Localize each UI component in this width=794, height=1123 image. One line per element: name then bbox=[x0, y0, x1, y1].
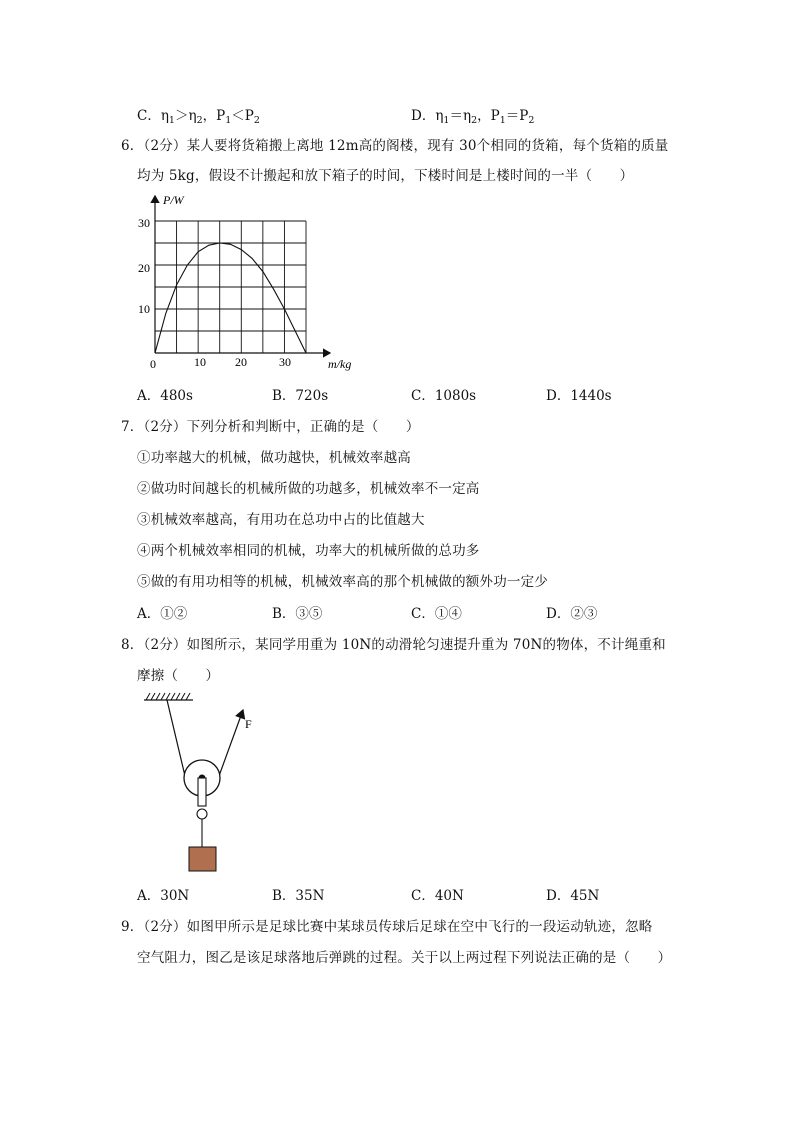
q7-statement-4: ④两个机械效率相同的机械，功率大的机械所做的总功多 bbox=[137, 543, 480, 559]
q7-statement-1: ①功率越大的机械，做功越快，机械效率越高 bbox=[137, 450, 411, 466]
force-label: F bbox=[245, 717, 252, 731]
q6-option-d: D．1440s bbox=[546, 388, 612, 404]
power-curve bbox=[155, 243, 306, 353]
q5-option-d: D．$\eta_1=\eta_2$，$P_1=P_2$ bbox=[411, 108, 535, 126]
y-tick-10: 10 bbox=[138, 302, 150, 316]
q7-option-a: A．①② bbox=[137, 606, 188, 622]
q9-stem-line1: 9．（2分）如图甲所示是足球比赛中某球员传球后足球在空中飞行的一段运动轨迹，忽略 bbox=[121, 919, 653, 935]
q6-option-c: C．1080s bbox=[411, 388, 477, 404]
q7-option-b: B．③⑤ bbox=[272, 606, 323, 622]
x-tick-30: 30 bbox=[279, 355, 291, 369]
q6-option-a: A．480s bbox=[137, 388, 193, 404]
q7-statement-3: ③机械效率越高，有用功在总功中占的比值越大 bbox=[137, 512, 425, 528]
x-tick-10: 10 bbox=[194, 355, 206, 369]
q8-option-a: A．30N bbox=[137, 888, 190, 904]
q7-option-c: C．①④ bbox=[411, 606, 462, 622]
q8-option-b: B．35N bbox=[272, 888, 325, 904]
rope-left bbox=[167, 700, 185, 776]
x-tick-20: 20 bbox=[235, 355, 247, 369]
y-tick-30: 30 bbox=[138, 216, 150, 230]
q8-stem-line1: 8．（2分）如图所示，某同学用重为 10N的动滑轮匀速提升重为 70N的物体，不计绳重和 bbox=[121, 637, 666, 653]
q8-option-c: C．40N bbox=[411, 888, 464, 904]
q7-stem: 7．（2分）下列分析和判断中，正确的是（ ） bbox=[121, 419, 420, 435]
graph-grid bbox=[155, 221, 306, 353]
power-mass-graph bbox=[130, 188, 380, 373]
x-tick-0: 0 bbox=[150, 357, 156, 371]
q7-statement-5: ⑤做的有用功相等的机械，机械效率高的那个机械做的额外功一定少 bbox=[137, 574, 548, 590]
q8-stem-line2: 摩擦（ ） bbox=[137, 668, 220, 684]
y-tick-20: 20 bbox=[138, 261, 150, 275]
y-axis-label: P/W bbox=[163, 193, 184, 207]
hook-ring bbox=[197, 809, 207, 819]
q6-stem-line1: 6．（2分）某人要将货箱搬上离地 12m高的阁楼，现有 30个相同的货箱，每个货箱的质量 bbox=[121, 138, 669, 154]
q8-option-d: D．45N bbox=[546, 888, 600, 904]
q6-option-b: B．720s bbox=[272, 388, 329, 404]
load-crate bbox=[189, 847, 216, 871]
x-axis-label: m/kg bbox=[328, 357, 352, 371]
rope-right bbox=[219, 710, 243, 776]
q5-option-c: C．$\eta_1>\eta_2$，$P_1<P_2$ bbox=[137, 108, 260, 126]
q7-option-d: D．②③ bbox=[546, 606, 598, 622]
q7-statement-2: ②做功时间越长的机械所做的功越多，机械效率不一定高 bbox=[137, 481, 480, 497]
pulley-frame bbox=[198, 778, 206, 806]
pulley-diagram bbox=[140, 690, 270, 875]
q9-stem-line2: 空气阻力，图乙是该足球落地后弹跳的过程。关于以上两过程下列说法正确的是（ ） bbox=[137, 950, 672, 966]
ceiling-hatch bbox=[146, 693, 190, 700]
q6-stem-line2: 均为 5kg，假设不计搬起和放下箱子的时间，下楼时间是上楼时间的一半（ ） bbox=[137, 168, 634, 184]
